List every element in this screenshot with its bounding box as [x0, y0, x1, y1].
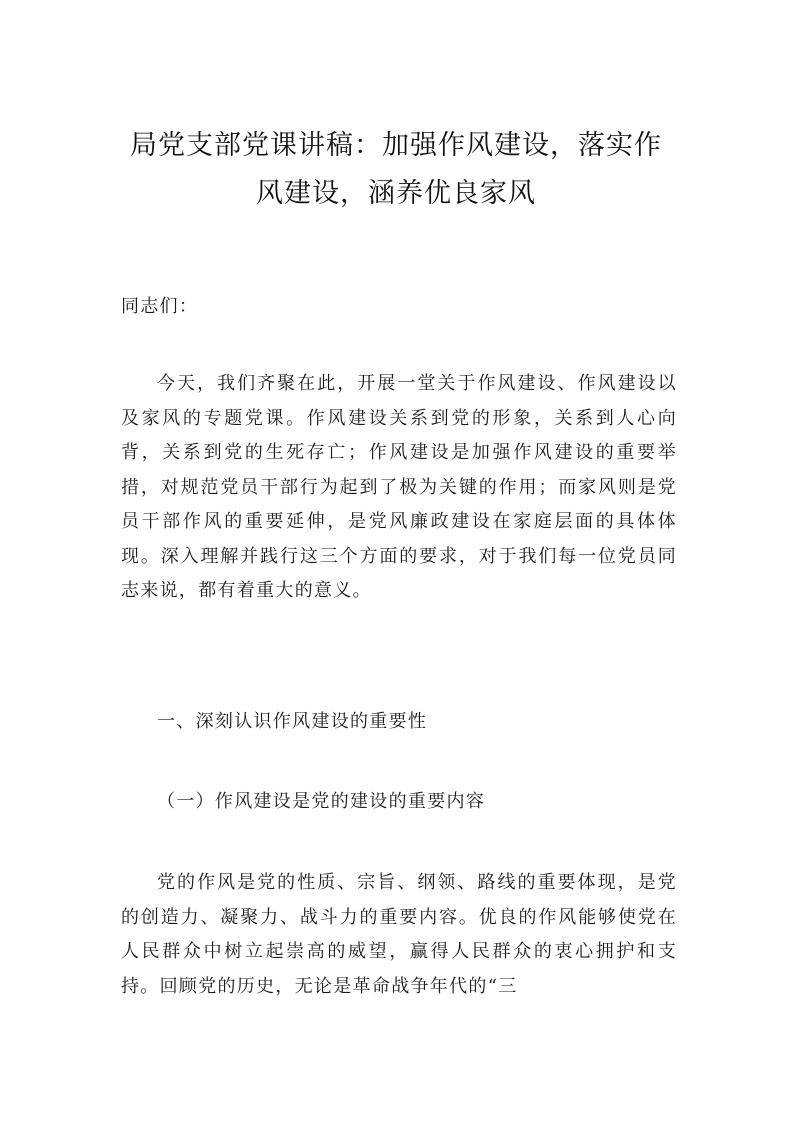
section-heading: 一、深刻认识作风建设的重要性 — [157, 711, 428, 732]
document-title: 局党支部党课讲稿：加强作风建设，落实作风建设，涵养优良家风 — [130, 130, 662, 209]
intro-paragraph: 今天，我们齐聚在此，开展一堂关于作风建设、作风建设以及家风的专题党课。作风建设关系到党的形象，关系到人心向背，关系到党的生死存亡；作风建设是加强作风建设的重要举措，对规范党员干部行为起到了极为关键的作用；而家风则是党员干部作风的重要延伸，是党风廉政建设在家庭层面的具体体现。深入理解并践行这三个方面的要求，对于我们每一位党员同志来说，都有着重大的意义。 — [121, 373, 677, 601]
salutation: 同志们： — [121, 296, 199, 317]
subsection-heading: （一）作风建设是党的建设的重要内容 — [157, 791, 486, 812]
body-paragraph: 党的作风是党的性质、宗旨、纲领、路线的重要体现，是党的创造力、凝聚力、战斗力的重要内容。优良的作风能够使党在人民群众中树立起崇高的威望，赢得人民群众的衷心拥护和支持。回顾党的历史，无论是革命战争年代的“三 — [121, 872, 677, 997]
